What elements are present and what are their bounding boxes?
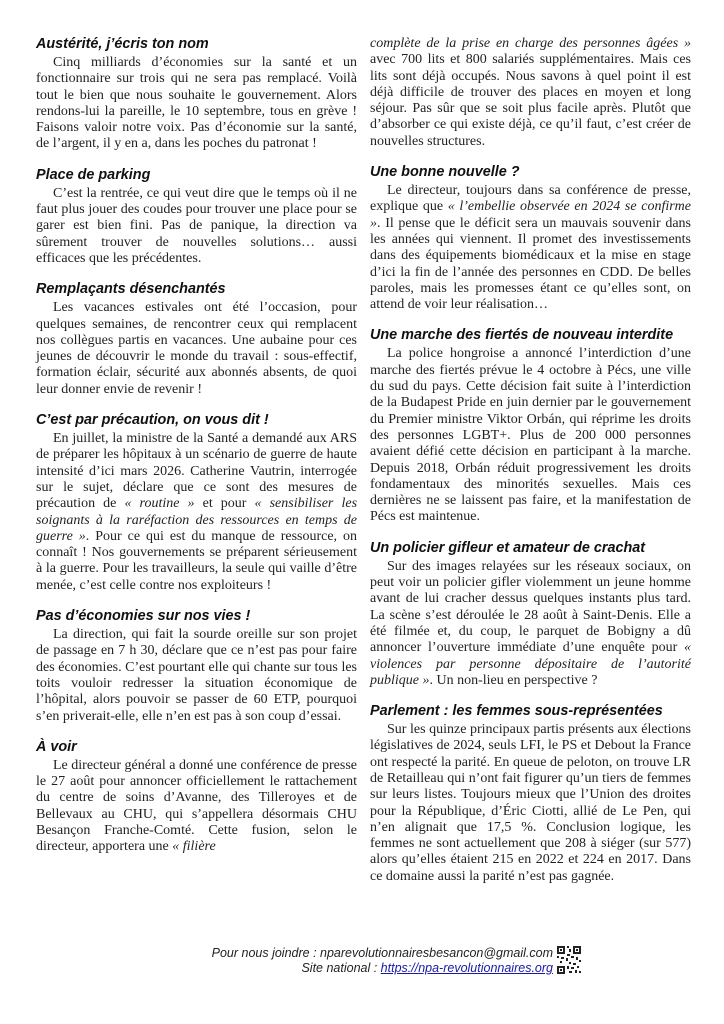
article-body: Le directeur général a donné une conférence de presse le 27 août pour annoncer officiellement le rattachement du centre de soins d’Avanne, des Tilleroyes et de Bellevaux au CHU, qui s’appellera désormais CHU Besançon Franche-Comté. Cette fusion, selon le directeur, apportera une « filière	[36, 757, 357, 855]
article	[36, 739, 357, 856]
article	[370, 540, 691, 689]
article-body: Sur des images relayées sur les réseaux sociaux, on peut voir un policier gifler violemment un jeune homme avant de lui cracher dessus quelques instants plus tard. La scène s’est déroulée le 28 août à Saint-Denis. Elle a été filmée et, du coup, le parquet de Bobigny a dû annoncer l’ouverture immédiate d’une enquête pour « violences par personne dépositaire de l’autorité publique ». Un non-lieu en perspective ?	[370, 558, 691, 688]
article-body: La direction, qui fait la sourde oreille sur son projet de passage en 7 h 30, déclare que ce n’est pas pour faire des économies. C’est pourtant elle qui chante sur tous les toits vouloir redresser la situation économique de l’hôpital, alors pouvoir se passer de 60 ETP, pourquoi s’en priverait-elle, elle n’en est pas à son coup d’essai.	[36, 627, 357, 724]
article-body: Sur les quinze principaux partis présents aux élections législatives de 2024, seuls LFI, le PS et Debout la France ont respecté la parité. En queue de peloton, on trouve LR de Retailleau qui n’ont fait figurer qu’un tiers de femmes sur leurs listes. Toujours mieux que l’Union des droites pour la République, d’Éric Ciotti, allié de Le Pen, qui n’en alignait que 17,5 %. Conclusion logique, les femmes ne sont actuellement que 208 à siéger (sur 577) alors qu’elles étaient 215 en 2022 et 224 en 2017. Dans ce domaine aussi la parité n’est pas gagnée.	[370, 722, 691, 884]
left-column	[36, 36, 357, 856]
article-body: C’est la rentrée, ce qui veut dire que le temps où il ne faut plus jouer des coudes pour trouver une place pour se garer est bien fini. Pas de panique, la direction va sûrement trouver de nouvelles solutions… aussi efficaces que les précédentes.	[36, 185, 357, 266]
article-continuation	[370, 36, 691, 150]
article-title: Remplaçants désenchantés	[36, 281, 226, 298]
footer	[100, 946, 553, 976]
contact-line	[100, 946, 553, 961]
article-body: Le directeur, toujours dans sa conférence de presse, explique que « l’embellie observée en 2024 se confirme ». Il pense que le déficit sera un mauvais souvenir dans les années qui viennent. Il promet des investissements dans des équipements biomédicaux et la mise en stage d’ici la fin de l’année des personnes en CDD. De belles paroles, mais les promesses étant ce qu’elles sont, on attend de voir leur réalisation…	[370, 183, 692, 313]
article-body: Cinq milliards d’économies sur la santé et un fonctionnaire sur trois qui ne sera pas remplacé. Voilà tout le bien que nous souhaite le gouvernement. Alors rendons-lui la pareille, le 10 septembre, tous en grève ! Faisons valoir notre voix. Pas d’économie sur la santé, de l’argent, il y en a, dans les poches du patronat !	[36, 55, 357, 152]
article	[370, 703, 691, 885]
article	[370, 327, 691, 525]
article-title: Austérité, j’écris ton nom	[36, 36, 209, 52]
article-body: La police hongroise a annoncé l’interdiction d’une marche des fiertés prévue le 4 octobre à Pécs, une ville du sud du pays. Cette décision fait suite à l’interdiction de la Budapest Pride en juin dernier par le gouvernement du Premier ministre Viktor Orbán, qui réprime les droits des personnes LGBT+. Plus de 200 000 personnes avaient défié cette décision en participant à la marche. Depuis 2018, Orbán réduit progressivement les droits fondamentaux des minorités sexuelles. Mais ces dernières ne se laissent pas faire, et la manifestation de Pécs est maintenue.	[370, 346, 691, 525]
article-title: Parlement : les femmes sous-représentées	[370, 703, 663, 720]
article-body-continued: complète de la prise en charge des personnes âgées » avec 700 lits et 800 salariés supplémentaires. Mais ces lits sont déjà occupés. Nous savons à quel point il est déjà difficile de trouver des places en moyen et long séjour. Pas sûr que se soit plus facile après. Plutôt que d’absorber ce qui existe déjà, ce qu’il faut, c’est créer de nouvelles structures.	[370, 36, 691, 149]
article-title: Une marche des fiertés de nouveau interdite	[370, 327, 674, 344]
article-title: Une bonne nouvelle ?	[370, 164, 520, 181]
site-line	[100, 961, 553, 976]
article	[36, 281, 357, 398]
article-title: Place de parking	[36, 166, 151, 183]
article	[36, 608, 357, 725]
article	[36, 412, 357, 594]
contact-email[interactable]: nparevolutionnairesbesancon@gmail.com	[320, 946, 553, 960]
article	[36, 36, 357, 153]
site-link[interactable]: https://npa-revolutionnaires.org	[380, 961, 553, 975]
article-title: Un policier gifleur et amateur de crachat	[370, 539, 646, 556]
article-title: Pas d’économies sur nos vies !	[36, 608, 251, 625]
site-label: Site national :	[301, 961, 381, 975]
newsletter-page	[36, 36, 690, 936]
qr-code-icon[interactable]	[557, 946, 581, 974]
right-column	[370, 36, 691, 899]
contact-label: Pour nous joindre :	[211, 946, 321, 960]
article-body: En juillet, la ministre de la Santé a demandé aux ARS de préparer les hôpitaux à un scénario de guerre de haute intensité d’ici mars 2026. Catherine Vautrin, interrogée sur le sujet, déclare que ce sont des mesures de précaution de « routine » et pour « sensibiliser les soignants à la raréfaction des ressources en temps de guerre ». Pour ce qui est du manque de ressource, on connaît ! Nos gouvernements se préparent sérieusement à la guerre. Pour les travailleurs, la seule qui vaille d’être menée, c’est celle contre nos exploiteurs !	[36, 431, 358, 593]
article	[370, 164, 691, 313]
article	[36, 167, 357, 267]
article-title: À voir	[36, 738, 77, 755]
article-body: Les vacances estivales ont été l’occasion, pour quelques semaines, de rencontrer ceux qui remplacent nos collègues partis en vacances. Une aubaine pour ces jeunes de découvrir le monde du travail : sous-effectif, formation éclair, sécurité aux abonnés absents, de quoi leur donner envie de revenir !	[36, 300, 357, 397]
article-title: C’est par précaution, on vous dit !	[36, 412, 269, 429]
